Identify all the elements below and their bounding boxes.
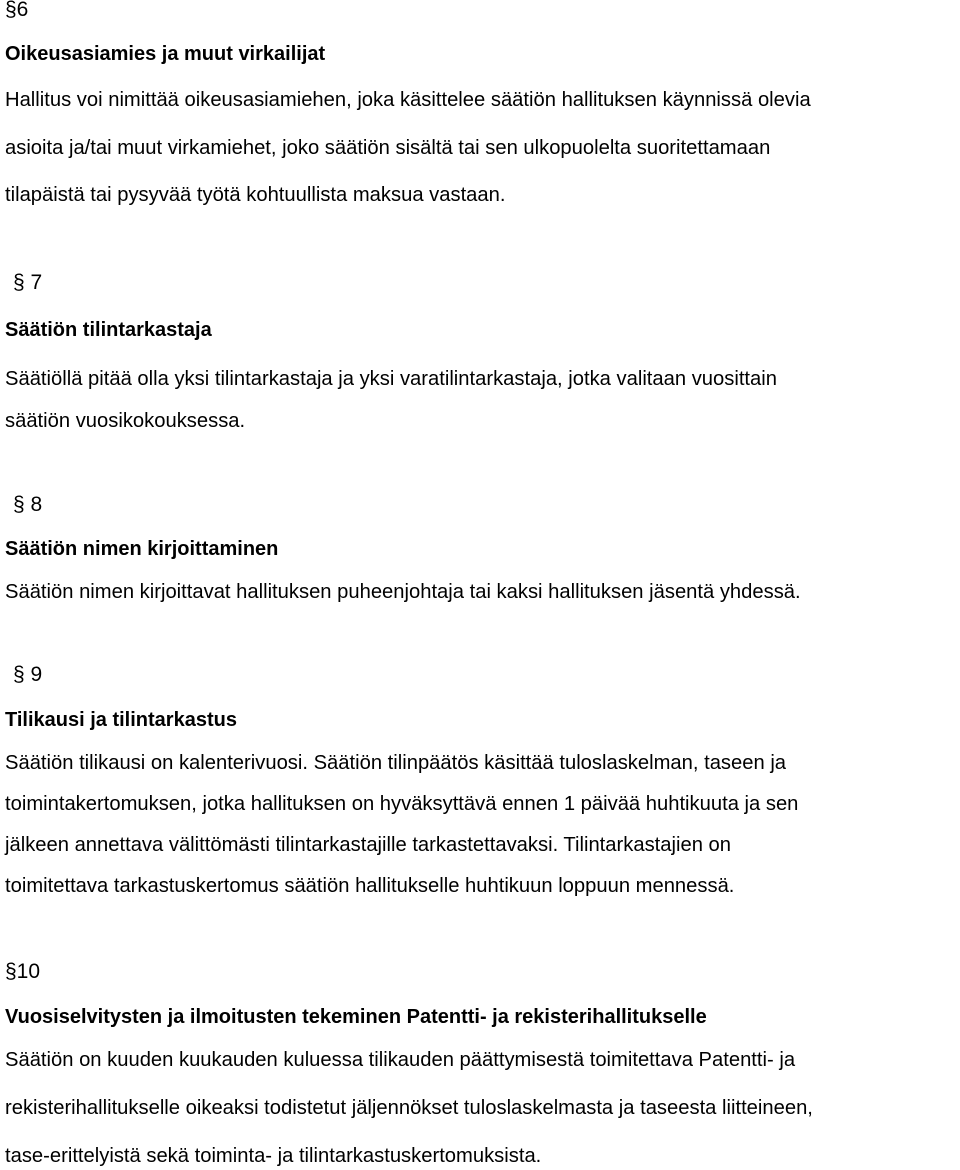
paragraph-line: jälkeen annettava välittömästi tilintarkastajille tarkastettavaksi. Tilintarkastajien on	[5, 834, 731, 856]
section-title: Säätiön tilintarkastaja	[5, 319, 212, 341]
paragraph-line: toimitettava tarkastuskertomus säätiön hallitukselle huhtikuun loppuun mennessä.	[5, 875, 735, 897]
section-title: Säätiön nimen kirjoittaminen	[5, 538, 279, 560]
paragraph-line: Säätiön nimen kirjoittavat hallituksen puheenjohtaja tai kaksi hallituksen jäsentä yhdessä.	[5, 581, 801, 603]
section-number: § 7	[13, 271, 43, 294]
paragraph-line: Säätiön tilikausi on kalenterivuosi. Säätiön tilinpäätös käsittää tuloslaskelman, taseen ja	[5, 752, 787, 774]
paragraph-line: Säätiön on kuuden kuukauden kuluessa tilikauden päättymisestä toimitettava Patentti- ja	[5, 1049, 796, 1071]
paragraph-line: asioita ja/tai muut virkamiehet, joko säätiön sisältä tai sen ulkopuolelta suoritettamaan	[5, 137, 771, 159]
section-number: §10	[5, 960, 41, 983]
paragraph-line: Hallitus voi nimittää oikeusasiamiehen, joka käsittelee säätiön hallituksen käynnissä olevia	[5, 89, 811, 111]
paragraph-line: tase-erittelyistä sekä toiminta- ja tilintarkastuskertomuksista.	[5, 1145, 542, 1167]
section-title: Oikeusasiamies ja muut virkailijat	[5, 43, 326, 65]
paragraph-line: Säätiöllä pitää olla yksi tilintarkastaja ja yksi varatilintarkastaja, jotka valitaan vuosittain	[5, 368, 777, 390]
paragraph-line: säätiön vuosikokouksessa.	[5, 410, 246, 432]
section-number: § 9	[13, 663, 43, 686]
paragraph-line: tilapäistä tai pysyvää työtä kohtuullista maksua vastaan.	[5, 184, 506, 206]
section-number: §6	[5, 0, 29, 21]
paragraph-line: toimintakertomuksen, jotka hallituksen on hyväksyttävä ennen 1 päivää huhtikuuta ja sen	[5, 793, 799, 815]
section-title: Vuosiselvitysten ja ilmoitusten tekeminen Patentti- ja rekisterihallitukselle	[5, 1006, 707, 1028]
section-title: Tilikausi ja tilintarkastus	[5, 709, 237, 731]
paragraph-line: rekisterihallitukselle oikeaksi todistetut jäljennökset tuloslaskelmasta ja taseesta liitteineen,	[5, 1097, 813, 1119]
section-number: § 8	[13, 493, 43, 516]
